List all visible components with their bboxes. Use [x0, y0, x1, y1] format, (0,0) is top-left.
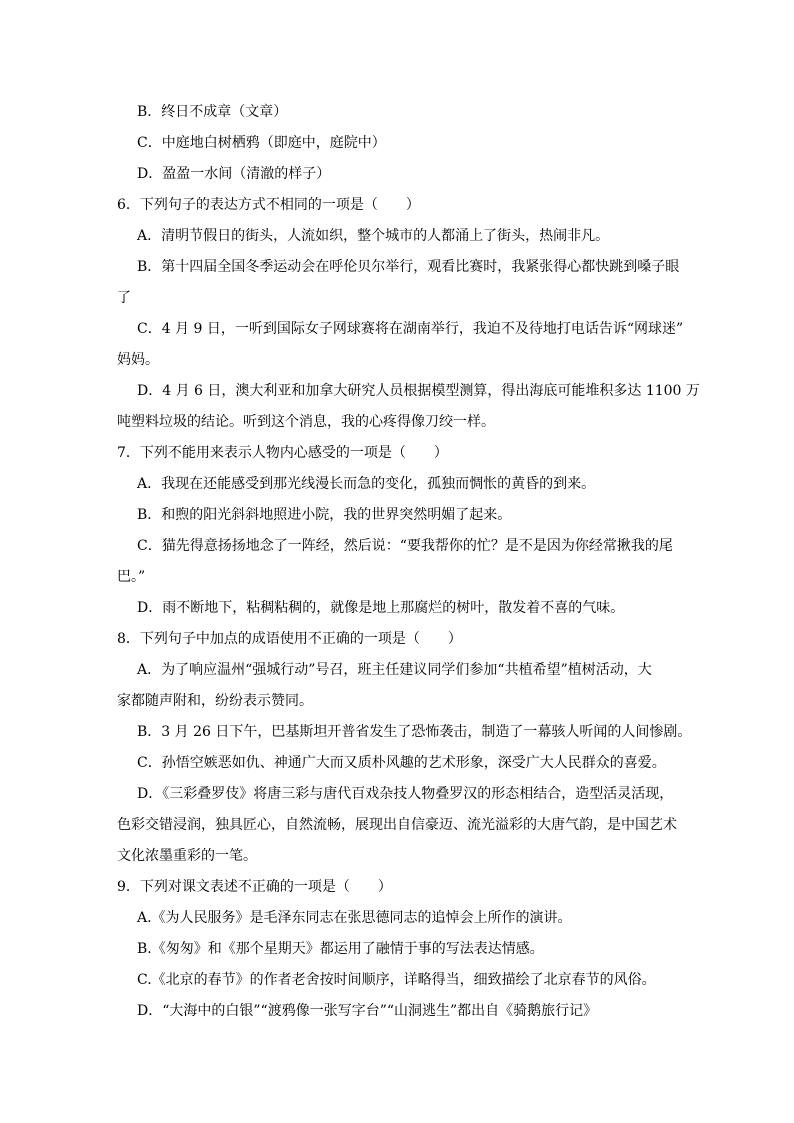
option-8-d-cont-2: 文化浓墨重彩的一笔。 [117, 848, 257, 864]
option-7-c: C．猫先得意扬扬地念了一阵经，然后说：“要我帮你的忙？是不是因为你经常揪我的尾 [137, 538, 673, 554]
option-7-d: D．雨不断地下，粘稠粘稠的，就像是地上那腐烂的树叶，散发着不喜的气味。 [137, 600, 625, 616]
question-9-stem: 9．下列对课文表述不正确的一项是（ ） [117, 879, 392, 895]
option-9-a: A.《为人民服务》是毛泽东同志在张思德同志的追悼会上所作的演讲。 [137, 910, 572, 926]
option-6-b: B．第十四届全国冬季运动会在呼伦贝尔举行，观看比赛时，我紧张得心都快跳到嗓子眼 [137, 259, 680, 275]
question-6 [117, 190, 700, 438]
option-5-b: B．终日不成章（文章） [137, 104, 288, 120]
question-7-stem: 7．下列不能用来表示人物内心感受的一项是（ ） [117, 445, 448, 461]
question-7 [117, 438, 677, 624]
option-6-c-cont: 妈妈。 [117, 352, 159, 368]
question-8-stem: 8．下列句子中加点的成语使用不正确的一项是（ ） [117, 631, 462, 647]
option-7-c-cont: 巴。” [117, 569, 146, 585]
question-5-options [117, 97, 677, 190]
option-9-d: D．“大海中的白银”“渡鸦像一张写字台”“山洞逃生”都出自《骑鹅旅行记》 [137, 1003, 598, 1019]
option-8-d: D．《三彩叠罗伎》将唐三彩与唐代百戏杂技人物叠罗汉的形态相结合，造型活灵活现， [137, 786, 674, 802]
question-9 [117, 872, 677, 1027]
option-7-b: B．和煦的阳光斜斜地照进小院，我的世界突然明媚了起来。 [137, 507, 512, 523]
option-8-a-cont: 家都随声附和，纷纷表示赞同。 [117, 693, 313, 709]
option-8-c: C．孙悟空嫉恶如仇、神通广大而又质朴风趣的艺术形象，深受广大人民群众的喜爱。 [137, 755, 666, 771]
question-8 [117, 624, 692, 872]
question-6-stem: 6．下列句子的表达方式不相同的一项是（ ） [117, 197, 420, 213]
option-8-a: A．为了响应温州“强城行动”号召，班主任建议同学们参加“共植希望”植树活动，大 [137, 662, 652, 678]
option-6-d-cont: 吨塑料垃圾的结论。听到这个消息，我的心疼得像刀绞一样。 [117, 414, 495, 430]
option-6-d: D．4 月 6 日，澳大利亚和加拿大研究人员根据模型测算，得出海底可能堆积多达 1100 万 [137, 383, 700, 399]
option-7-a: A．我现在还能感受到那光线漫长而急的变化，孤独而惆怅的黄昏的到来。 [137, 476, 596, 492]
option-8-d-cont-1: 色彩交错浸润，独具匠心，自然流畅，展现出自信豪迈、流光溢彩的大唐气韵，是中国艺术 [117, 817, 677, 833]
option-6-a: A．清明节假日的街头，人流如织，整个城市的人都涌上了街头，热闹非凡。 [137, 228, 610, 244]
option-9-c: C.《北京的春节》的作者老舍按时间顺序，详略得当，细致描绘了北京春节的风俗。 [137, 972, 656, 988]
option-8-b: B．3 月 26 日下午，巴基斯坦开普省发生了恐怖袭击，制造了一幕骇人听闻的人间惨剧。 [137, 724, 692, 740]
option-9-b: B.《匆匆》和《那个星期天》都运用了融情于事的写法表达情感。 [137, 941, 544, 957]
option-6-b-cont: 了 [117, 290, 131, 306]
option-5-c: C．中庭地白树栖鸦（即庭中，庭院中） [137, 135, 386, 151]
option-6-c: C．4 月 9 日，一听到国际女子网球赛将在湖南举行，我迫不及待地打电话告诉“网球迷” [137, 321, 684, 337]
option-5-d: D．盈盈一水间（清澈的样子） [137, 166, 331, 182]
